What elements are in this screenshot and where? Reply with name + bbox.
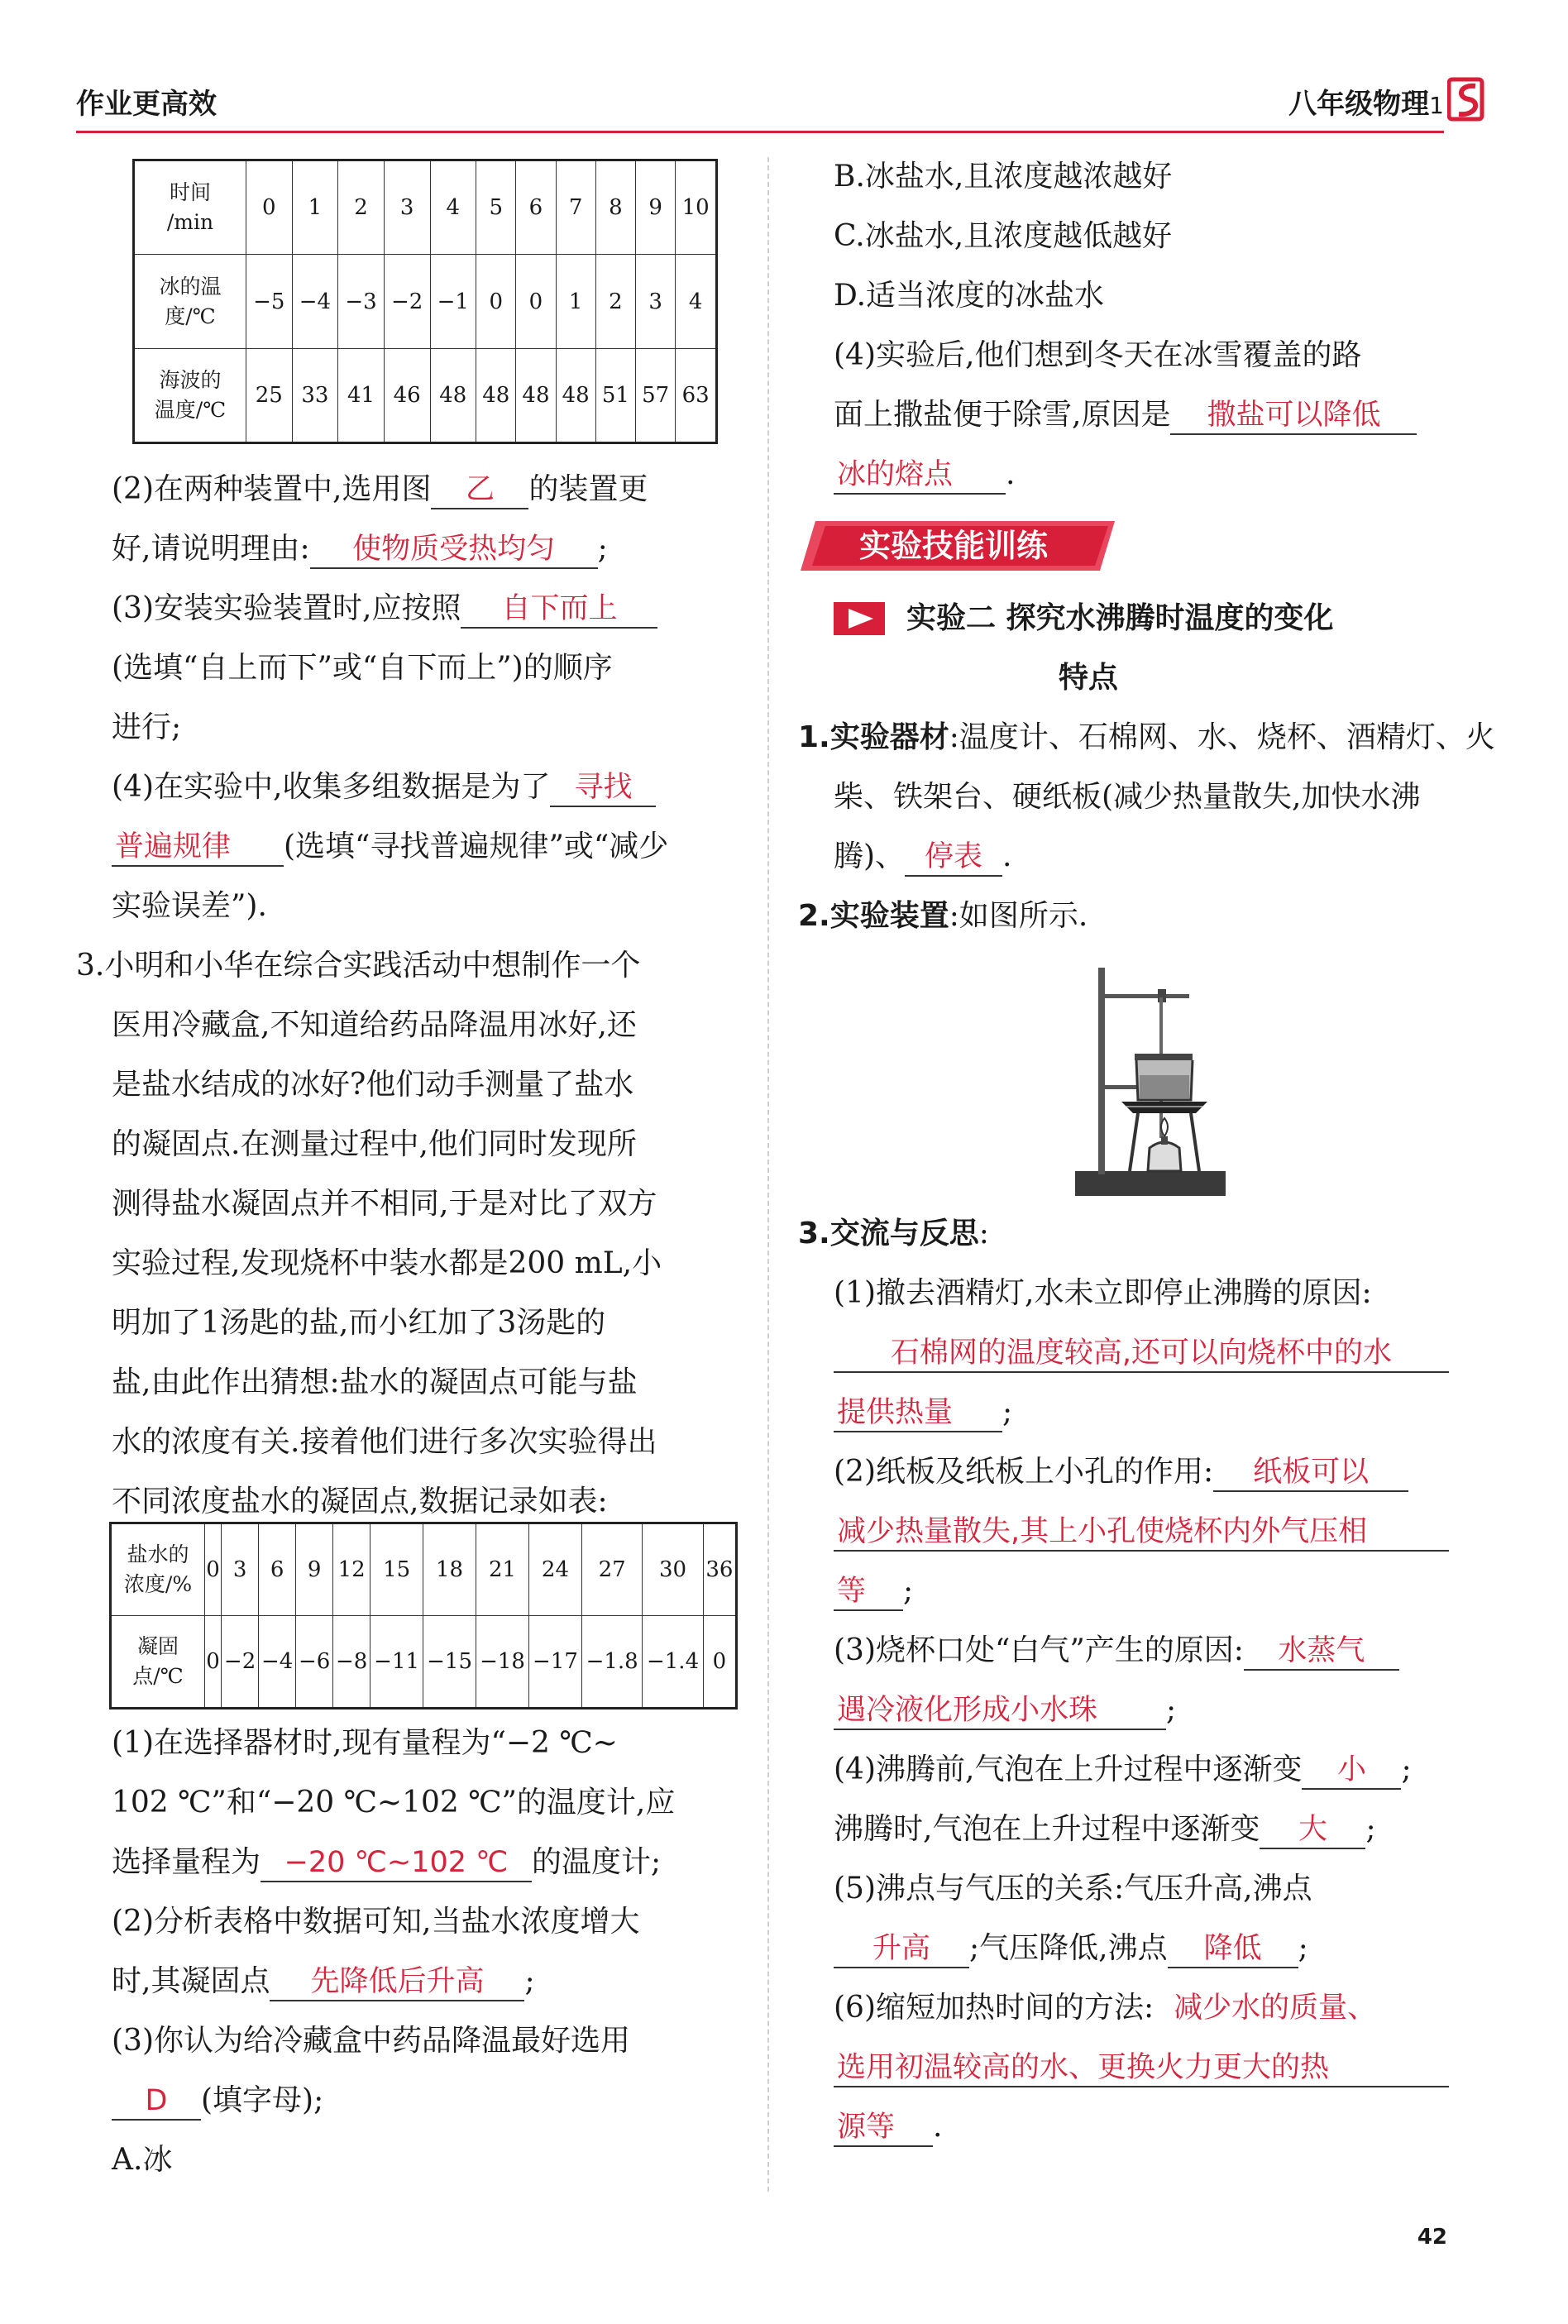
q3-2-line2: 时,其凝固点 先降低后升高 ; xyxy=(112,1962,535,2001)
table-row xyxy=(134,349,717,443)
item3-line: 3.交流与反思: xyxy=(798,1217,989,1250)
r4-line1: (4)沸腾前,气泡在上升过程中逐渐变 小 ; xyxy=(834,1750,1412,1790)
q2-4-line3: 实验误差”). xyxy=(112,889,267,923)
q2-3-line1: (3)安装实验装置时,应按照 自下而上 xyxy=(112,589,657,629)
q3-stem-line: 不同浓度盐水的凝固点,数据记录如表: xyxy=(112,1485,608,1518)
answer-blank: 源等 xyxy=(834,2109,933,2147)
table-cell: −1 xyxy=(430,255,476,349)
table-cell: −8 xyxy=(333,1616,370,1709)
row-label: 盐水的 xyxy=(127,1542,189,1566)
answer-blank: 提供热量 xyxy=(834,1394,1002,1432)
answer-blank: 升高 xyxy=(834,1930,969,1968)
answer-blank: 减少热量散失,其上小孔使烧杯内外气压相 xyxy=(834,1513,1449,1552)
r1-line3: 提供热量 ; xyxy=(834,1393,1012,1432)
ice-hypo-temperature-table xyxy=(132,159,718,444)
q2-4-line2: 普遍规律 (选填“寻找普遍规律”或“减少 xyxy=(112,827,668,867)
table-cell: 48 xyxy=(516,349,556,443)
table-cell: 5 xyxy=(476,160,516,255)
q3-1-line1: (1)在选择器材时,现有量程为“−2 ℃~ xyxy=(112,1726,618,1760)
r6-line3: 源等 . xyxy=(834,2107,942,2147)
answer-blank: 纸板可以 xyxy=(1213,1454,1408,1492)
r2-line2 xyxy=(834,1512,1449,1552)
table-cell: −1.8 xyxy=(581,1616,642,1709)
q3-stem-line: 盐,由此作出猜想:盐水的凝固点可能与盐 xyxy=(112,1365,638,1399)
table-cell: 48 xyxy=(476,349,516,443)
table-cell: 24 xyxy=(529,1523,582,1616)
q3-3-line2: D (填字母); xyxy=(112,2081,323,2121)
table-cell: 48 xyxy=(556,349,595,443)
row-label: 温度/℃ xyxy=(154,398,227,422)
boiling-apparatus-figure xyxy=(1072,961,1229,1201)
table-cell: 0 xyxy=(516,255,556,349)
answer-blank: 使物质受热均匀 xyxy=(310,531,598,569)
item1-line1: 1.实验器材:温度计、石棉网、水、烧杯、酒精灯、火 xyxy=(798,720,1495,754)
table-row xyxy=(134,160,717,255)
table-cell: 4 xyxy=(430,160,476,255)
q3-1-line3: 选择量程为 −20 ℃~102 ℃ 的温度计; xyxy=(112,1843,661,1882)
table-cell: 48 xyxy=(430,349,476,443)
q3-stem-line: 测得盐水凝固点并不相同,于是对比了双方 xyxy=(112,1187,657,1221)
table-cell: −2 xyxy=(384,255,430,349)
q3-4-line2: 面上撒盐便于除雪,原因是 撒盐可以降低 xyxy=(834,395,1417,435)
r4-line2: 沸腾时,气泡在上升过程中逐渐变 大 ; xyxy=(834,1810,1376,1849)
table-cell: 2 xyxy=(595,255,635,349)
table-cell: 30 xyxy=(643,1523,703,1616)
r2-line3: 等 ; xyxy=(834,1571,913,1611)
q3-3-line1: (3)你认为给冷藏盒中药品降温最好选用 xyxy=(112,2024,630,2058)
table-cell: −3 xyxy=(338,255,385,349)
q2-4-line1: (4)在实验中,收集多组数据是为了 寻找 xyxy=(112,767,656,807)
table-cell: 7 xyxy=(556,160,595,255)
row-label: 浓度/% xyxy=(123,1572,193,1596)
answer-blank: 自下而上 xyxy=(461,591,657,629)
row-label: 海波的 xyxy=(159,368,222,392)
table-cell: 21 xyxy=(476,1523,529,1616)
answer-text: 减少水的质量、 xyxy=(1174,1992,1377,2025)
header-rule xyxy=(76,131,1444,133)
r6-line2 xyxy=(834,2048,1449,2087)
answer-blank: 降低 xyxy=(1168,1930,1298,1968)
row-label: 度/℃ xyxy=(165,304,216,328)
q3-3-option-a: A.冰 xyxy=(112,2143,173,2177)
r5-line2: 升高 ;气压降低,沸点 降低 ; xyxy=(834,1929,1308,1968)
answer-blank: 大 xyxy=(1260,1811,1365,1849)
answer-blank: 乙 xyxy=(431,471,528,509)
table-cell: 10 xyxy=(676,160,717,255)
table-cell: 27 xyxy=(581,1523,642,1616)
table-cell: 41 xyxy=(338,349,385,443)
header-left-title: 作业更高效 xyxy=(76,88,217,121)
answer-blank: D xyxy=(112,2083,201,2121)
volume-label: 1 xyxy=(1429,92,1444,119)
answer-blank: 撒盐可以降低 xyxy=(1170,397,1417,435)
q3-stem-line: 的凝固点.在测量过程中,他们同时发现所 xyxy=(112,1127,637,1161)
q3-4-line3: 冰的熔点 . xyxy=(834,455,1015,495)
row-label: 时间 xyxy=(169,180,211,204)
subject-label: 八年级物理 xyxy=(1288,88,1430,121)
option-c: C.冰盐水,且浓度越低越好 xyxy=(834,219,1173,253)
banner-title: 实验技能训练 xyxy=(858,528,1048,564)
answer-blank: 普遍规律 xyxy=(112,829,284,867)
row-label: 点/℃ xyxy=(132,1664,184,1688)
item2-line: 2.实验装置:如图所示. xyxy=(798,899,1088,933)
table-cell: 0 xyxy=(703,1616,736,1709)
answer-blank: 石棉网的温度较高,还可以向烧杯中的水 xyxy=(834,1335,1449,1373)
publisher-logo-icon xyxy=(1447,76,1489,124)
experiment-title-cont: 特点 xyxy=(1059,661,1119,695)
header-right-title xyxy=(1288,81,1444,122)
q3-4-line1: (4)实验后,他们想到冬天在冰雪覆盖的路 xyxy=(834,338,1362,372)
table-cell: 1 xyxy=(292,160,338,255)
answer-blank: 等 xyxy=(834,1573,903,1611)
page-number: 42 xyxy=(1417,2225,1447,2250)
table-cell: 6 xyxy=(259,1523,296,1616)
salt-water-freezing-point-table xyxy=(109,1522,738,1710)
column-divider xyxy=(767,157,769,2192)
table-cell: −18 xyxy=(476,1616,529,1709)
table-row xyxy=(111,1616,737,1709)
table-row xyxy=(134,255,717,349)
q2-3-line3: 进行; xyxy=(112,710,182,744)
table-cell: 25 xyxy=(246,349,293,443)
answer-blank: 冰的熔点 xyxy=(834,457,1006,495)
item1-line3: 腾)、 停表 . xyxy=(834,837,1012,877)
r3-line1: (3)烧杯口处“白气”产生的原因: 水蒸气 xyxy=(834,1631,1399,1671)
item1-line2: 柴、铁架台、硬纸板(减少热量散失,加快水沸 xyxy=(834,780,1421,814)
q3-stem-line: 是盐水结成的冰好?他们动手测量了盐水 xyxy=(112,1068,634,1102)
table-cell: 0 xyxy=(246,160,293,255)
experiment-title: 实验二 探究水沸腾时温度的变化 xyxy=(906,601,1334,635)
table-cell: 9 xyxy=(636,160,676,255)
row-label: 凝固 xyxy=(136,1634,179,1658)
table-cell: 57 xyxy=(636,349,676,443)
table-cell: 3 xyxy=(636,255,676,349)
table-cell: 46 xyxy=(384,349,430,443)
table-cell: −1.4 xyxy=(643,1616,703,1709)
table-row xyxy=(111,1523,737,1616)
answer-blank: −20 ℃~102 ℃ xyxy=(261,1844,532,1882)
table-cell: 3 xyxy=(384,160,430,255)
answer-blank: 遇冷液化形成小水珠 xyxy=(834,1692,1166,1730)
table-cell: −15 xyxy=(423,1616,476,1709)
table-cell: 2 xyxy=(338,160,385,255)
answer-blank: 先降低后升高 xyxy=(270,1963,524,2001)
r6-line1: (6)缩短加热时间的方法: 减少水的质量、 xyxy=(834,1991,1377,2025)
q3-stem-line: 明加了1汤匙的盐,而小红加了3汤匙的 xyxy=(112,1306,606,1340)
q3-stem-line: 水的浓度有关.接着他们进行多次实验得出 xyxy=(112,1425,657,1459)
table-cell: 3 xyxy=(222,1523,259,1616)
table-cell: −6 xyxy=(296,1616,333,1709)
answer-blank: 选用初温较高的水、更换火力更大的热 xyxy=(834,2049,1449,2087)
option-d: D.适当浓度的冰盐水 xyxy=(834,279,1105,313)
q3-stem-line: 实验过程,发现烧杯中装水都是200 mL,小 xyxy=(112,1246,662,1280)
table-cell: 15 xyxy=(370,1523,423,1616)
table-cell: 9 xyxy=(296,1523,333,1616)
answer-blank: 小 xyxy=(1302,1752,1401,1790)
answer-blank: 寻找 xyxy=(550,769,656,807)
table-cell: 0 xyxy=(205,1523,222,1616)
q3-stem-line: 医用冷藏盒,不知道给药品降温用冰好,还 xyxy=(112,1008,637,1042)
table-cell: 63 xyxy=(676,349,717,443)
r2-line1: (2)纸板及纸板上小孔的作用: 纸板可以 xyxy=(834,1452,1408,1492)
r3-line2: 遇冷液化形成小水珠 ; xyxy=(834,1690,1176,1730)
table-cell: 36 xyxy=(703,1523,736,1616)
table-cell: −4 xyxy=(292,255,338,349)
r5-line1: (5)沸点与气压的关系:气压升高,沸点 xyxy=(834,1872,1312,1906)
table-cell: 6 xyxy=(516,160,556,255)
answer-blank: 停表 xyxy=(905,839,1002,877)
play-triangle-icon xyxy=(834,602,885,635)
row-label: /min xyxy=(166,210,214,234)
section-banner xyxy=(801,518,1115,574)
r1-line2 xyxy=(834,1333,1449,1373)
q3-1-line2: 102 ℃”和“−20 ℃~102 ℃”的温度计,应 xyxy=(112,1786,676,1820)
table-cell: 4 xyxy=(676,255,717,349)
row-label: 冰的温 xyxy=(159,274,222,299)
q2-3-line2: (选填“自上而下”或“自下而上”)的顺序 xyxy=(112,651,613,685)
r1-line1: (1)撤去酒精灯,水未立即停止沸腾的原因: xyxy=(834,1276,1372,1310)
table-cell: 1 xyxy=(556,255,595,349)
answer-blank: 水蒸气 xyxy=(1244,1633,1399,1671)
q2-2-line2: 好,请说明理由: 使物质受热均匀 ; xyxy=(112,529,608,569)
table-cell: 12 xyxy=(333,1523,370,1616)
table-cell: −2 xyxy=(222,1616,259,1709)
table-cell: 8 xyxy=(595,160,635,255)
q3-2-line1: (2)分析表格中数据可知,当盐水浓度增大 xyxy=(112,1905,640,1939)
table-cell: 18 xyxy=(423,1523,476,1616)
table-cell: −11 xyxy=(370,1616,423,1709)
q3-stem-line: 3.小明和小华在综合实践活动中想制作一个 xyxy=(76,949,641,983)
table-cell: 0 xyxy=(476,255,516,349)
table-cell: −17 xyxy=(529,1616,582,1709)
table-cell: 0 xyxy=(205,1616,222,1709)
option-b: B.冰盐水,且浓度越浓越好 xyxy=(834,160,1173,194)
table-cell: 33 xyxy=(292,349,338,443)
q2-2-line1: (2)在两种装置中,选用图 乙 的装置更 xyxy=(112,470,648,509)
table-cell: 51 xyxy=(595,349,635,443)
table-cell: −4 xyxy=(259,1616,296,1709)
table-cell: −5 xyxy=(246,255,293,349)
